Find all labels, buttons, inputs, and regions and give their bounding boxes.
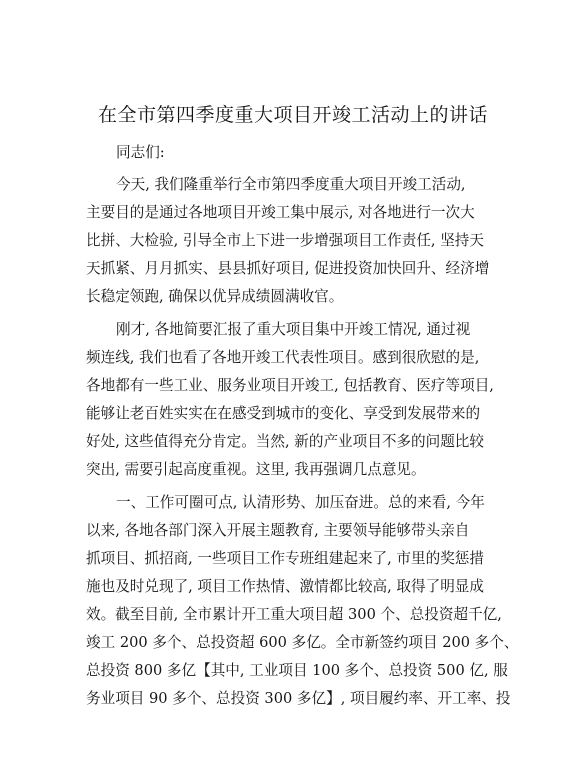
paragraph-1-line-4: 天抓紧、月月抓实、县县抓好项目, 促进投资加快回升、经济增 xyxy=(86,260,490,277)
greeting-text: 同志们: xyxy=(116,144,165,161)
paragraph-1-line-1: 今天, 我们隆重举行全市第四季度重大项目开竣工活动, xyxy=(116,176,466,193)
paragraph-3-line-7: 总投资 800 多亿【其中, 工业项目 100 多个、总投资 500 亿, 服 xyxy=(86,662,508,679)
paragraph-3-line-4: 施也及时兑现了, 项目工作热情、激情都比较高, 取得了明显成 xyxy=(86,578,484,595)
paragraph-2-line-4: 能够让老百姓实实在在感受到城市的变化、享受到发展带来的 xyxy=(86,405,481,422)
paragraph-1-line-5: 长稳定领跑, 确保以优异成绩圆满收官。 xyxy=(86,288,344,305)
paragraph-2-line-3: 各地都有一些工业、服务业项目开竣工, 包括教育、医疗等项目, xyxy=(86,377,494,394)
paragraph-2-line-6: 突出, 需要引起高度重视。这里, 我再强调几点意见。 xyxy=(86,461,426,478)
paragraph-1-line-2: 主要目的是通过各地项目开竣工集中展示, 对各地进行一次大 xyxy=(86,204,475,221)
paragraph-3-line-3: 抓项目、抓招商, 一些项目工作专班组建起来了, 市里的奖惩措 xyxy=(86,550,484,567)
paragraph-2-line-2: 频连线, 我们也看了各地开竣工代表性项目。感到很欣慰的是, xyxy=(86,349,480,366)
paragraph-3-line-5: 效。截至目前, 全市累计开工重大项目超 300 个、总投资超千亿, xyxy=(86,606,502,623)
document-title: 在全市第四季度重大项目开竣工活动上的讲话 xyxy=(97,104,488,126)
paragraph-3-line-8: 务业项目 90 多个、总投资 300 多亿】, 项目履约率、开工率、投 xyxy=(86,690,511,707)
paragraph-3-line-6: 竣工 200 多个、总投资超 600 多亿。全市新签约项目 200 多个、 xyxy=(86,634,519,651)
paragraph-2-line-1: 刚才, 各地简要汇报了重大项目集中开竣工情况, 通过视 xyxy=(116,321,471,338)
paragraph-1-line-3: 比拼、大检验, 引导全市上下进一步增强项目工作责任, 坚持天 xyxy=(86,232,484,249)
paragraph-2-line-5: 好处, 这些值得充分肯定。当然, 新的产业项目不多的问题比较 xyxy=(86,433,484,450)
paragraph-3-line-2: 以来, 各地各部门深入开展主题教育, 主要领导能够带头亲自 xyxy=(86,522,470,539)
paragraph-3-line-1: 一、工作可圈可点, 认清形势、加压奋进。总的来看, 今年 xyxy=(116,494,485,511)
